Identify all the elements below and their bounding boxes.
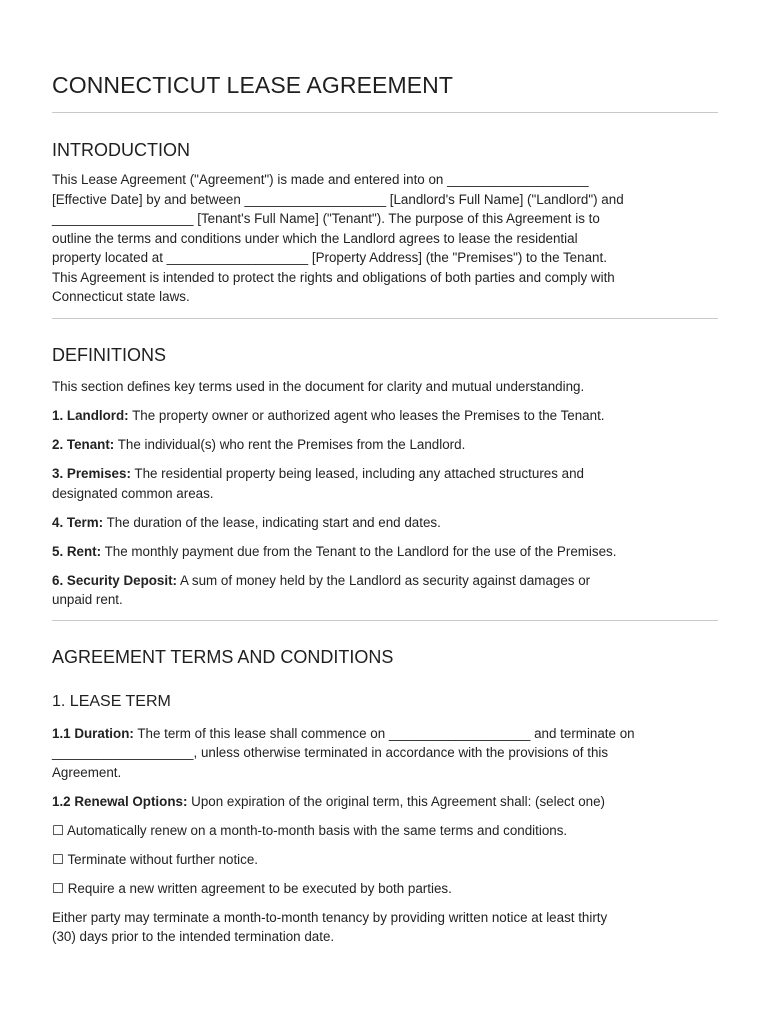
definition-text-continued: designated common areas. [52, 485, 214, 501]
paragraph-line: [Effective Date] by and between ___________________ [Landlord's Full Name] ("Landlord") and [52, 191, 624, 207]
closing-paragraph [52, 908, 718, 947]
clause-renewal-options [52, 792, 718, 812]
definition-item-tenant [52, 435, 718, 455]
clause-text: Upon expiration of the original term, this Agreement shall: (select one) [187, 793, 605, 809]
definition-item-landlord [52, 406, 718, 426]
introduction-paragraph [52, 170, 718, 307]
document-title: CONNECTICUT LEASE AGREEMENT [52, 72, 454, 98]
definition-term: 1. Landlord: [52, 408, 129, 423]
definition-text: The duration of the lease, indicating start and end dates. [103, 514, 441, 530]
definition-text-continued: unpaid rent. [52, 592, 123, 607]
definition-item-rent [52, 542, 718, 562]
renewal-option-terminate[interactable]: ☐ Terminate without further notice. [52, 851, 259, 867]
definition-term: 6. Security Deposit: [52, 572, 178, 588]
section-heading-definitions: DEFINITIONS [52, 344, 167, 365]
paragraph-line: outline the terms and conditions under which the Landlord agrees to lease the residential [52, 230, 578, 246]
clause-text-continued: ___________________, unless otherwise terminated in accordance with the provisions of this [52, 745, 609, 760]
definition-term: 2. Tenant: [52, 437, 115, 452]
clause-text: The term of this lease shall commence on ___________________ and terminate on [133, 725, 635, 741]
paragraph-line: Either party may terminate a month-to-month tenancy by providing written notice at least thirty [52, 909, 608, 925]
definition-term: 3. Premises: [52, 466, 131, 481]
definitions-intro: This section defines key terms used in the document for clarity and mutual understanding. [52, 378, 585, 394]
clause-duration [52, 724, 718, 783]
definition-text: A sum of money held by the Landlord as security against damages or [177, 572, 591, 588]
definition-term: 4. Term: [52, 514, 104, 530]
subsection-heading-lease-term: 1. LEASE TERM [52, 692, 171, 710]
paragraph-line: Connecticut state laws. [52, 289, 190, 304]
document-body [52, 66, 718, 947]
section-heading-introduction: INTRODUCTION [52, 140, 190, 160]
paragraph-line: (30) days prior to the intended termination date. [52, 929, 335, 944]
definition-text: The property owner or authorized agent who leases the Premises to the Tenant. [128, 408, 605, 423]
renewal-option-auto-renew[interactable]: ☐ Automatically renew on a month-to-month basis with the same terms and conditions. [52, 822, 568, 838]
definition-text: The monthly payment due from the Tenant to the Landlord for the use of the Premises. [101, 543, 617, 559]
clause-term: 1.2 Renewal Options: [52, 793, 188, 809]
paragraph-line: property located at ___________________ [Property Address] (the "Premises") to the Tenant. [52, 250, 607, 265]
definition-item-premises [52, 464, 718, 503]
clause-term: 1.1 Duration: [52, 725, 134, 741]
clause-text-continued: Agreement. [52, 764, 122, 780]
definition-text: The individual(s) who rent the Premises from the Landlord. [114, 437, 466, 452]
paragraph-line: This Lease Agreement ("Agreement") is made and entered into on ___________________ [52, 172, 589, 187]
renewal-option-new-agreement[interactable]: ☐ Require a new written agreement to be executed by both parties. [52, 880, 452, 896]
paragraph-line: This Agreement is intended to protect the rights and obligations of both parties and comply with [52, 269, 615, 285]
paragraph-line: ___________________ [Tenant's Full Name] ("Tenant"). The purpose of this Agreement is to [52, 211, 600, 226]
definition-item-security-deposit [52, 571, 718, 610]
definition-item-term [52, 513, 718, 533]
definition-term: 5. Rent: [52, 543, 102, 559]
section-heading-agreement-terms: AGREEMENT TERMS AND CONDITIONS [52, 646, 394, 667]
definition-text: The residential property being leased, including any attached structures and [130, 466, 584, 481]
